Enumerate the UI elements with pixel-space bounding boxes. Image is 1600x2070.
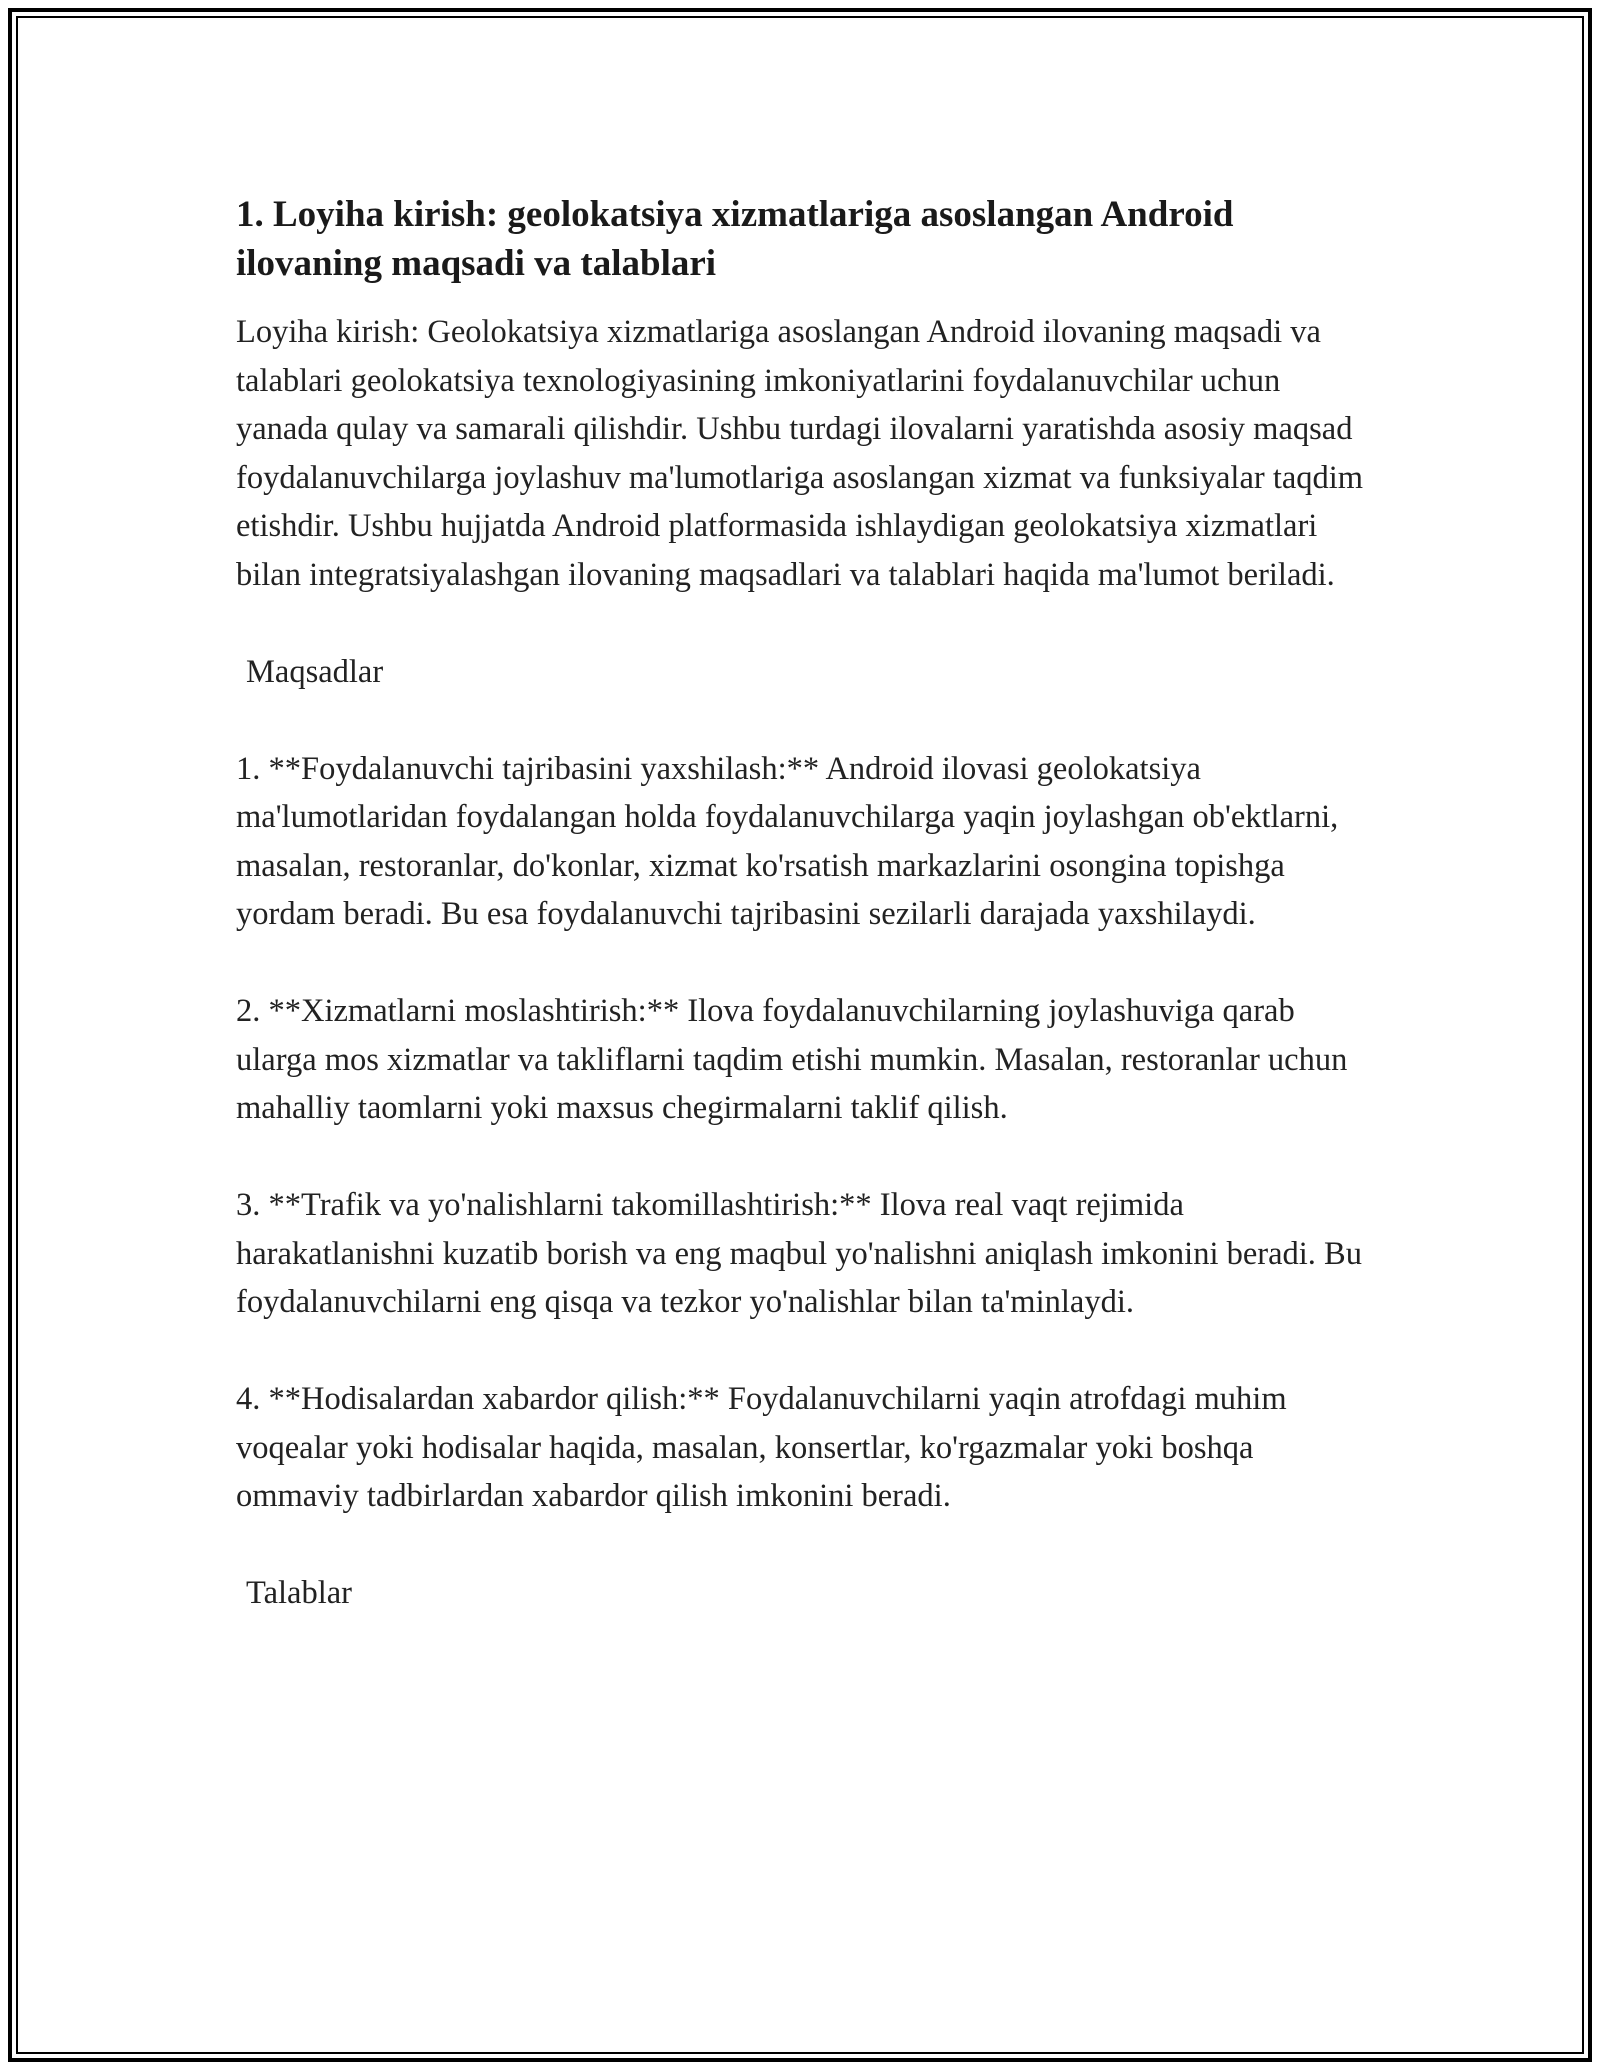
goals-heading: Maqsadlar [246, 653, 384, 690]
goal-item-1: 1. **Foydalanuvchi tajribasini yaxshilash:** Android ilovasi geolokatsiya ma'lumotlaridan foydalangan holda foydalanuvchilarga yaqin joylashgan ob'ektlarni, masalan, restoranlar, do'konlar, xizmat ko'rsatish markazlarini osongina topishga yordam beradi. Bu esa foydalanuvchi tajribasini sezilarli darajada yaxshilaydi. [236, 750, 1339, 932]
document-title: 1. Loyiha kirish: geolokatsiya xizmatlariga asoslangan Android ilovaning maqsadi va talablari [236, 194, 1234, 284]
requirements-heading: Talablar [246, 1575, 352, 1611]
goal-item-4: 4. **Hodisalardan xabardor qilish:** Foydalanuvchilarni yaqin atrofdagi muhim voqealar yoki hodisalar haqida, masalan, konsertlar, ko'rgazmalar yoki boshqa ommaviy tadbirlardan xabardor qilish imkonini beradi. [236, 1381, 1287, 1514]
document-body [236, 190, 1366, 1666]
goal-item-2: 2. **Xizmatlarni moslashtirish:** Ilova foydalanuvchilarning joylashuviga qarab ularga mos xizmatlar va takliflarni taqdim etishi mumkin. Masalan, restoranlar uchun mahalliy taomlarni yoki maxsus chegirmalarni taklif qilish. [236, 993, 1348, 1126]
intro-paragraph: Loyiha kirish: Geolokatsiya xizmatlariga asoslangan Android ilovaning maqsadi va talablari geolokatsiya texnologiyasining imkoniyatlarini foydalanuvchilar uchun yanada qulay va samarali qilishdir. Ushbu turdagi ilovalarni yaratishda asosiy maqsad foydalanuvchilarga joylashuv ma'lumotlariga asoslangan xizmat va funksiyalar taqdim etishdir. Ushbu hujjatda Android platformasida ishlaydigan geolokatsiya xizmatlari bilan integratsiyalashgan ilovaning maqsadlari va talablari haqida ma'lumot beriladi. [236, 314, 1364, 593]
goal-item-3: 3. **Trafik va yo'nalishlarni takomillashtirish:** Ilova real vaqt rejimida harakatlanishni kuzatib borish va eng maqbul yo'nalishni aniqlash imkonini beradi. Bu foydalanuvchilarni eng qisqa va tezkor yo'nalishlar bilan ta'minlaydi. [236, 1187, 1362, 1320]
